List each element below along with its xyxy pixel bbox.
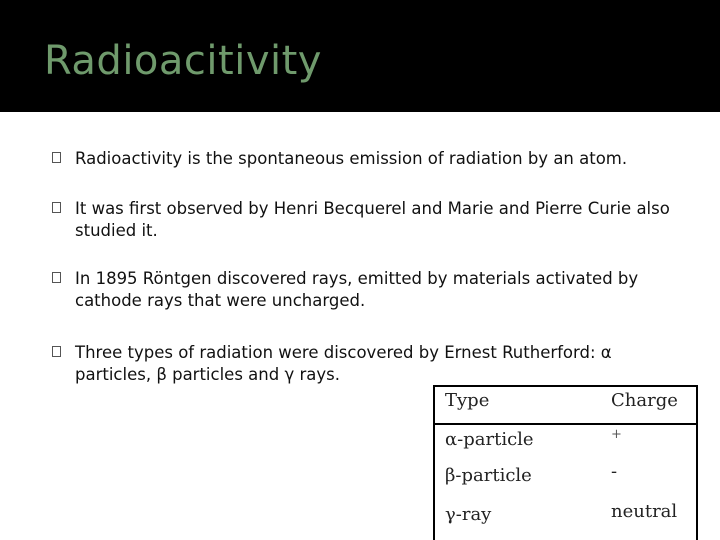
bullet-box-icon xyxy=(52,152,61,163)
bullet-item xyxy=(52,268,672,312)
title-band xyxy=(0,0,720,112)
slide-title: Radioacitivity xyxy=(44,38,322,84)
bullet-box-icon xyxy=(52,346,61,357)
bullet-box-icon xyxy=(52,202,61,213)
table-cell-charge: - xyxy=(611,461,618,482)
table-cell-type: β-particle xyxy=(445,465,532,486)
table-cell-charge: neutral xyxy=(611,501,678,522)
bullet-text: In 1895 Röntgen discovered rays, emitted by materials activated by cathode rays that were uncharged. xyxy=(75,269,639,310)
table-cell-type: γ-ray xyxy=(445,504,492,525)
bullet-item xyxy=(52,342,672,386)
table-cell-type: α-particle xyxy=(445,429,534,450)
header-divider xyxy=(435,423,696,425)
bullet-item xyxy=(52,148,672,170)
bullet-item xyxy=(52,198,672,242)
table-header-charge: Charge xyxy=(611,390,678,411)
charge-table xyxy=(433,385,698,540)
table-header-type: Type xyxy=(445,390,490,411)
bullet-text: Radioactivity is the spontaneous emission of radiation by an atom. xyxy=(75,149,628,168)
bullet-text: It was first observed by Henri Becquerel and Marie and Pierre Curie also studied it. xyxy=(75,199,670,240)
table-cell-charge: + xyxy=(611,427,622,442)
bullet-text: Three types of radiation were discovered by Ernest Rutherford: α particles, β particles and γ rays. xyxy=(75,343,612,384)
bullet-box-icon xyxy=(52,272,61,283)
